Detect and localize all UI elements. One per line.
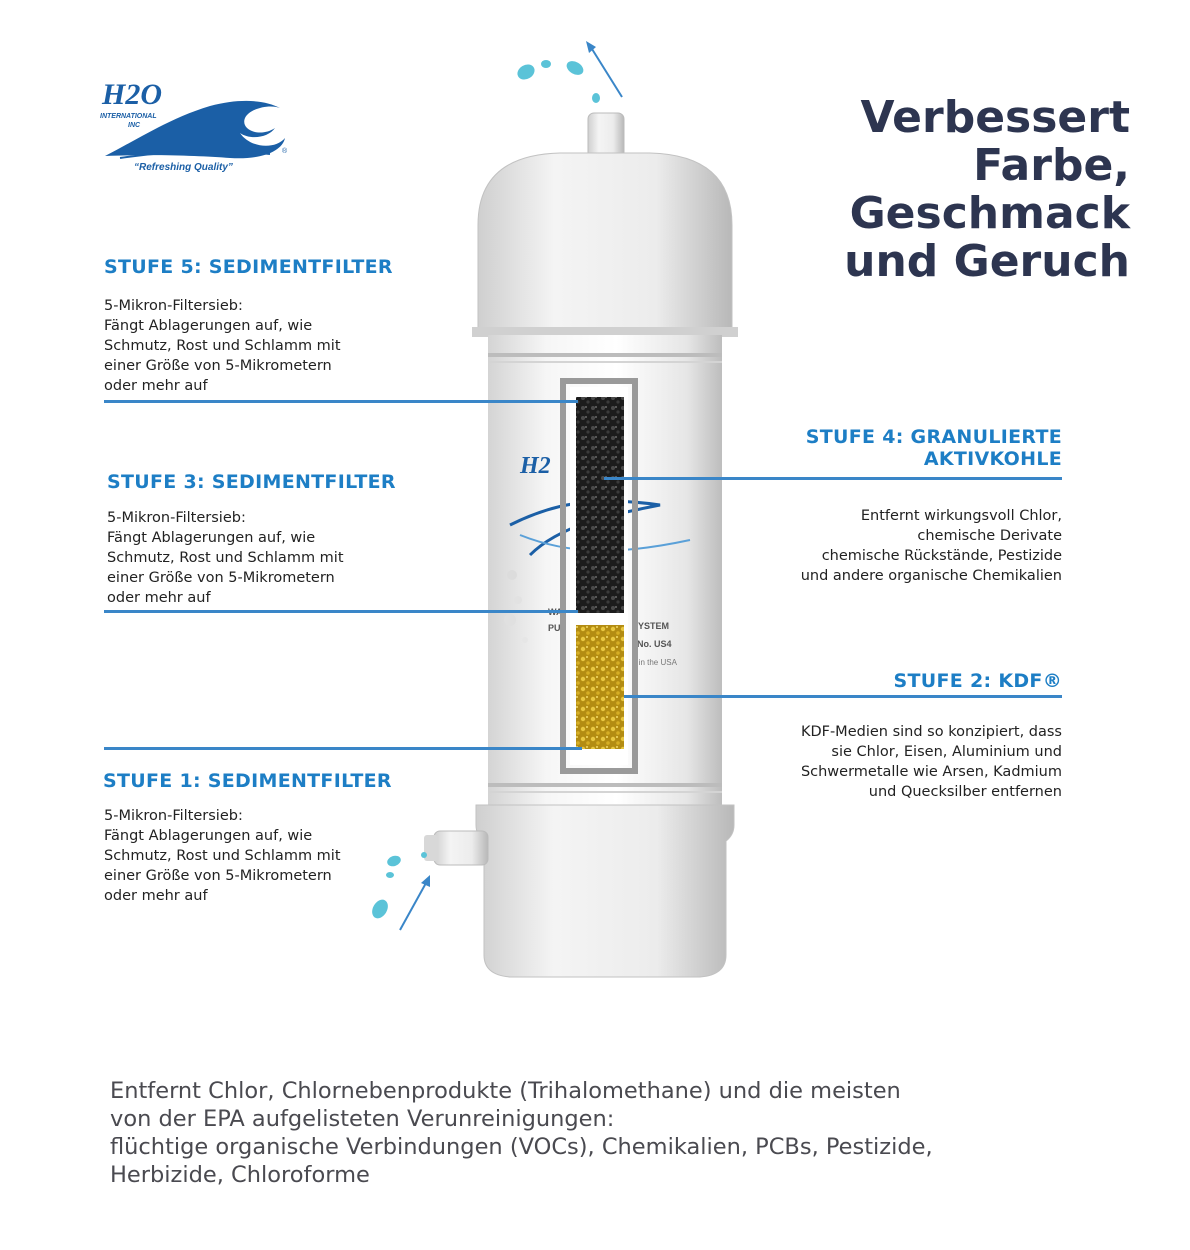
stage5-desc-line: einer Größe von 5-Mikrometern [104, 358, 332, 374]
headline-line2: Farbe, [973, 140, 1130, 191]
logo-registered: ® [282, 148, 288, 155]
stage3-desc-line: Fängt Ablagerungen auf, wie [107, 530, 316, 546]
stage5-desc-line: 5-Mikron-Filtersieb: [104, 298, 243, 314]
stage4-desc-line: chemische Rückstände, Pestizide [821, 548, 1062, 564]
stage3-title: STUFE 3: SEDIMENTFILTER [107, 471, 396, 493]
logo-subtitle [100, 112, 157, 130]
stage4-leader-line [604, 477, 1062, 480]
stage3-leader-line [104, 610, 578, 613]
cartridge-text4: l No. US4 [632, 639, 672, 649]
stage5-desc-line: Fängt Ablagerungen auf, wie [104, 318, 313, 334]
stage5-title: STUFE 5: SEDIMENTFILTER [104, 256, 393, 278]
stage3-desc-line: einer Größe von 5-Mikrometern [107, 570, 335, 586]
stage4-desc-line: Entfernt wirkungsvoll Chlor, [860, 508, 1062, 524]
stage4-title-line1: STUFE 4: GRANULIERTE [805, 426, 1062, 448]
stage3-desc-line: oder mehr auf [107, 590, 211, 606]
headline-line1: Verbessert [860, 92, 1130, 143]
stage5-leader-line [104, 400, 578, 403]
logo-subtitle-line2: INC [128, 122, 141, 129]
stage2-desc-line: KDF-Medien sind so konzipiert, dass [800, 724, 1062, 740]
stage1-description [104, 806, 341, 906]
stage2-leader-line [624, 695, 1062, 698]
stage5-desc-line: oder mehr auf [104, 378, 208, 394]
summary-line: flüchtige organische Verbindungen (VOCs), Chemikalien, PCBs, Pestizide, [110, 1134, 933, 1160]
stage1-leader-line [104, 747, 582, 750]
summary-line: Herbizide, Chloroforme [110, 1162, 370, 1188]
brand-logo [100, 78, 300, 178]
headline-line3: Geschmack [849, 188, 1130, 239]
stage1-desc-line: einer Größe von 5-Mikrometern [104, 868, 332, 884]
summary-text [110, 1077, 1110, 1189]
stage3-description [107, 508, 344, 608]
summary-line: Entfernt Chlor, Chlornebenprodukte (Trihalomethane) und die meisten [110, 1078, 901, 1104]
stage2-description [642, 722, 1062, 802]
stage3-desc-line: Schmutz, Rost und Schlamm mit [107, 550, 344, 566]
stage1-desc-line: 5-Mikron-Filtersieb: [104, 808, 243, 824]
stage2-desc-line: Schwermetalle wie Arsen, Kadmium [800, 764, 1062, 780]
carbon-media [576, 397, 624, 613]
stage2-title: STUFE 2: KDF® [893, 670, 1062, 692]
stage4-desc-line: und andere organische Chemikalien [800, 568, 1062, 584]
stage1-desc-line: oder mehr auf [104, 888, 208, 904]
stage5-description [104, 296, 341, 396]
kdf-media [576, 625, 624, 749]
stage1-desc-line: Fängt Ablagerungen auf, wie [104, 828, 313, 844]
stage4-desc-line: chemische Derivate [917, 528, 1062, 544]
cartridge-text2: PU [548, 623, 561, 633]
summary-line: von der EPA aufgelisteten Verunreinigungen: [110, 1106, 615, 1132]
stage4-description [642, 506, 1062, 586]
stage2-desc-line: und Quecksilber entfernen [868, 784, 1062, 800]
stage5-desc-line: Schmutz, Rost und Schlamm mit [104, 338, 341, 354]
stage1-desc-line: Schmutz, Rost und Schlamm mit [104, 848, 341, 864]
headline-line4: und Geruch [844, 236, 1130, 287]
stage3-desc-line: 5-Mikron-Filtersieb: [107, 510, 246, 526]
stage4-title-line2: AKTIVKOHLE [923, 448, 1062, 470]
stage2-desc-line: sie Chlor, Eisen, Aluminium und [831, 744, 1062, 760]
stage1-title: STUFE 1: SEDIMENTFILTER [103, 770, 392, 792]
logo-tagline: “Refreshing Quality” [134, 162, 233, 173]
cartridge-logo: H2 [520, 453, 551, 479]
cartridge-text3: SYSTEM [632, 621, 670, 631]
cartridge-text5: e in the USA [632, 658, 677, 667]
logo-mark: H2O [102, 78, 162, 111]
logo-subtitle-line1: INTERNATIONAL [100, 113, 157, 120]
stage4-title [662, 426, 1062, 470]
